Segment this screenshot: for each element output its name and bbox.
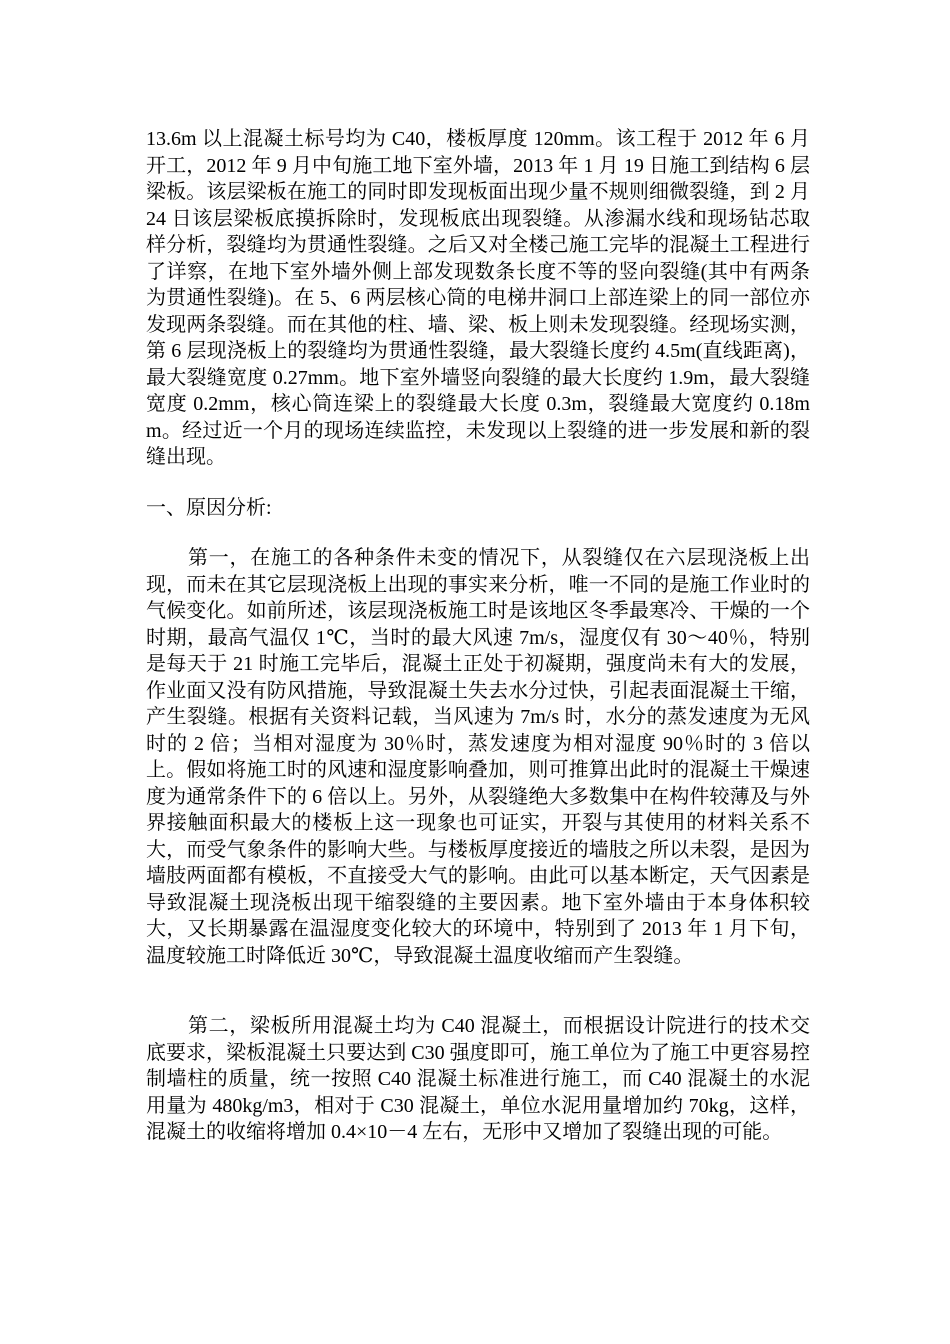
section-heading: 一、原因分析: <box>146 497 272 519</box>
analysis-paragraph-first: 第一，在施工的各种条件未变的情况下，从裂缝仅在六层现浇板上出现，而未在其它层现浇板上出现的事实来分析，唯一不同的是施工作业时的气候变化。如前所述，该层现浇板施工时是该地区冬季最寒冷、干燥的一个时期，最高气温仅 1℃，当时的最大风速 7m/s，湿度仅有 30～40％，特别是每天于 21 时施工完毕后，混凝土正处于初凝期，强度尚未有大的发展，作业面又没有防风措施，导致混凝土失去水分过快，引起表面混凝土干缩，产生裂缝。根据有关资料记载，当风速为 7m/s 时，水分的蒸发速度为无风时的 2 倍；当相对湿度为 30％时，蒸发速度为相对湿度 90％时的 3 倍以上。假如将施工时的风速和湿度影响叠加，则可推算出此时的混凝土干燥速度为通常条件下的 6 倍以上。另外，从裂缝绝大多数集中在构件较薄及与外界接触面积最大的楼板上这一现象也可证实，开裂与其使用的材料关系不大，而受气象条件的影响大些。与楼板厚度接近的墙肢之所以未裂，是因为墙肢两面都有模板，不直接受大气的影响。由此可以基本断定，天气因素是导致混凝土现浇板出现干缩裂缝的主要因素。地下室外墙由于本身体积较大，又长期暴露在温湿度变化较大的环境中，特别到了 2013 年 1 月下旬，温度较施工时降低近 30℃，导致混凝土温度收缩而产生裂缝。 <box>146 547 810 967</box>
intro-paragraph: 13.6m 以上混凝土标号均为 C40，楼板厚度 120mm。该工程于 2012 年 6 月开工，2012 年 9 月中旬施工地下室外墙，2013 年 1 月 19 日施工到结构 6 层梁板。该层梁板在施工的同时即发现板面出现少量不规则细微裂缝，到 2 月 24 日该层梁板底摸拆除时，发现板底出现裂缝。从渗漏水线和现场钻芯取样分析，裂缝均为贯通性裂缝。之后又对全楼己施工完毕的混凝土工程进行了详察，在地下室外墙外侧上部发现数条长度不等的竖向裂缝(其中有两条为贯通性裂缝)。在 5、6 两层核心筒的电梯井洞口上部连梁上的同一部位亦发现两条裂缝。而在其他的柱、墙、梁、板上则未发现裂缝。经现场实测，第 6 层现浇板上的裂缝均为贯通性裂缝，最大裂缝长度约 4.5m(直线距离)，最大裂缝宽度 0.27mm。地下室外墙竖向裂缝的最大长度约 1.9m，最大裂缝宽度 0.2mm，核心筒连梁上的裂缝最大长度 0.3m，裂缝最大宽度约 0.18mm。经过近一个月的现场连续监控，未发现以上裂缝的进一步发展和新的裂缝出现。 <box>146 128 810 468</box>
analysis-paragraph-second: 第二，梁板所用混凝土均为 C40 混凝土，而根据设计院进行的技术交底要求，梁板混凝土只要达到 C30 强度即可，施工单位为了施工中更容易控制墙柱的质量，统一按照 C40 混凝土标准进行施工，而 C40 混凝土的水泥用量为 480kg/m3，相对于 C30 混凝土，单位水泥用量增加约 70kg，这样，混凝土的收缩将增加 0.4×10－4 左右，无形中又增加了裂缝出现的可能。 <box>146 1015 810 1143</box>
